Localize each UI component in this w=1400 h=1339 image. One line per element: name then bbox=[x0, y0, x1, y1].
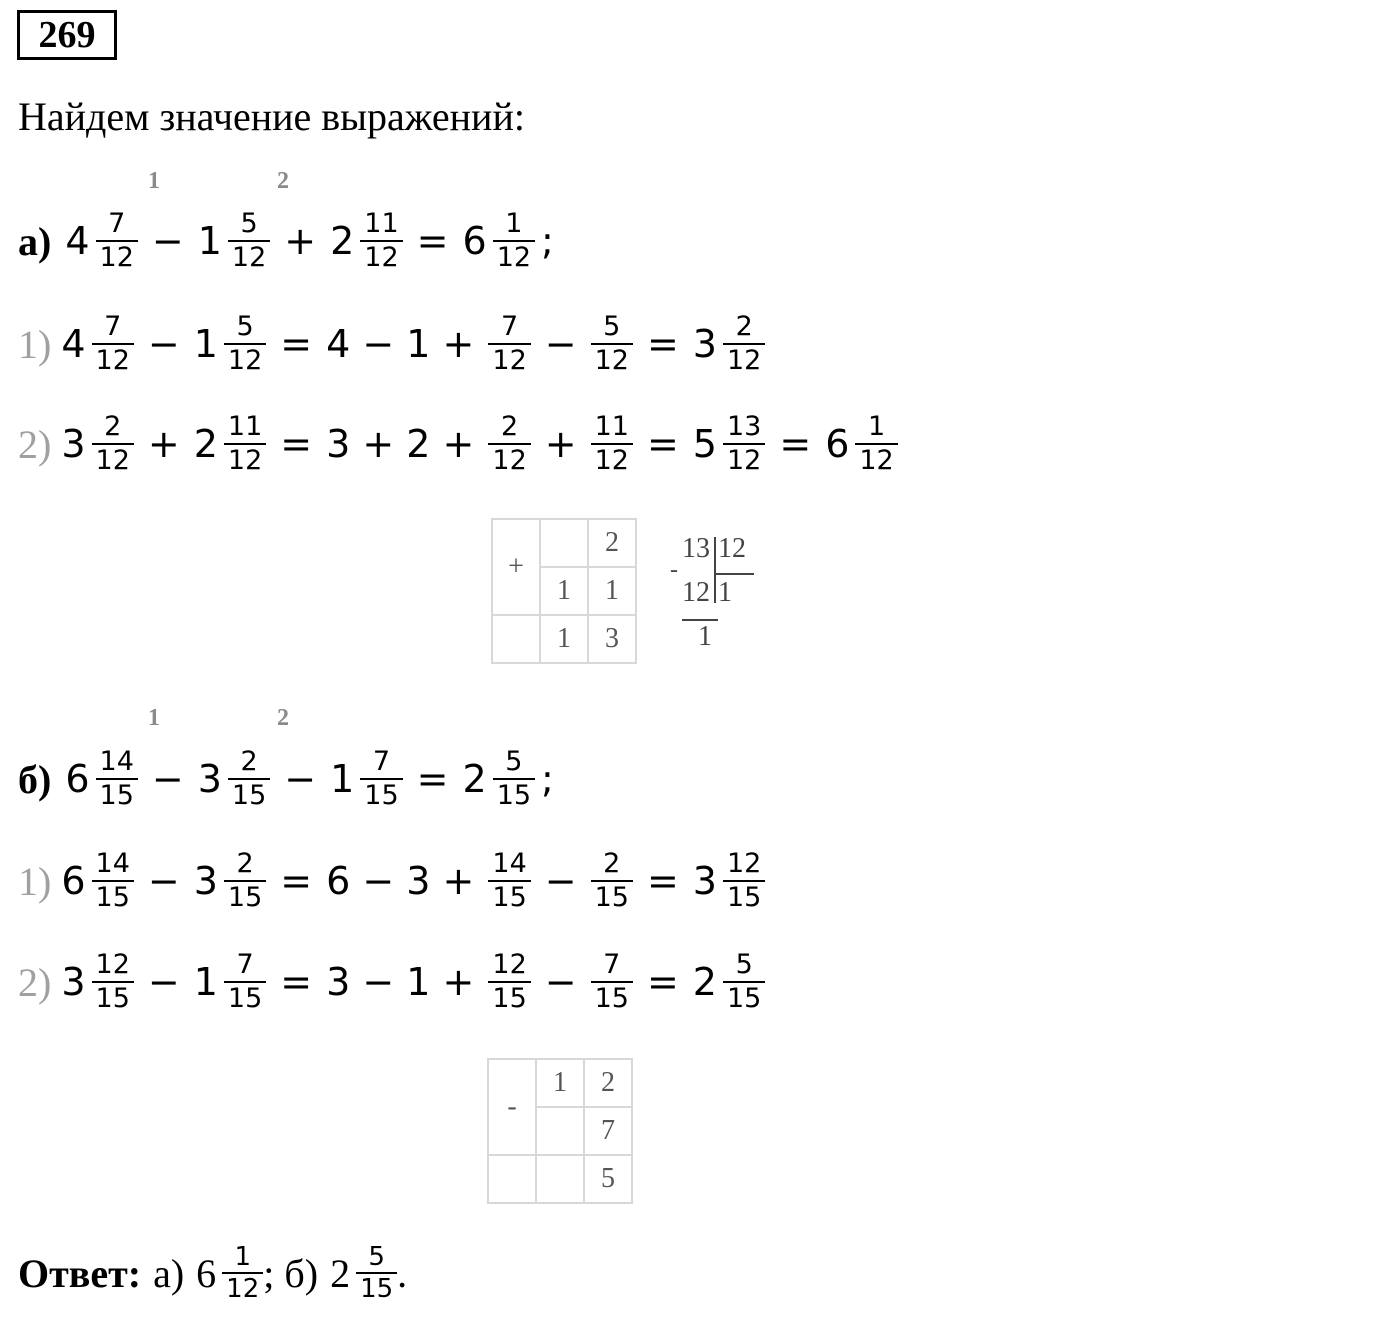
task-number: 269 bbox=[17, 10, 117, 60]
answer-label: Ответ: bbox=[18, 1250, 142, 1296]
expression-a: а) 4 $\frac{7}{12}$ − 1 $\frac{5}{12}$ + 2 $\frac{11}{12}$ = 6 $\frac{1}{12}$ ; bbox=[18, 208, 554, 273]
order-marker-1: 1 bbox=[148, 705, 160, 731]
step-a-2: 2) 3 $\frac{2}{12}$ + 2 $\frac{11}{12}$ = 3 + 2 + $\frac{2}{12}$ + $\frac{11}{12}$ = 5 $\frac{13}{12}$ = 6 $\frac{1}{12}$ bbox=[18, 396, 898, 492]
part-label: б) bbox=[18, 756, 52, 802]
step-b-2: 2) 3 $\frac{12}{15}$ − 1 $\frac{7}{15}$ = 3 − 1 + $\frac{12}{15}$ − $\frac{7}{15}$ = 2 $\frac{5}{15}$ bbox=[18, 934, 765, 1030]
long-division: 13 12 - 12 1 1 bbox=[670, 533, 760, 653]
answer-line: Ответ: а) 6 $\frac{1}{12}$ ; б) 2 $\frac{5}{15}$ . bbox=[18, 1242, 408, 1304]
step-b-1: 1) 6 $\frac{14}{15}$ − 3 $\frac{2}{15}$ = 6 − 3 + $\frac{14}{15}$ − $\frac{2}{15}$ = 3 $\frac{12}{15}$ bbox=[18, 833, 765, 929]
column-addition: + 2 1 1 1 3 bbox=[491, 518, 637, 664]
mixed-number: 4 $\frac{7}{12}$ bbox=[65, 208, 138, 274]
intro-text: Найдем значение выражений: bbox=[18, 94, 525, 139]
part-label: а) bbox=[18, 218, 52, 264]
order-marker-2: 2 bbox=[277, 168, 289, 194]
step-a-1: 1) 4 $\frac{7}{12}$ − 1 $\frac{5}{12}$ = 4 − 1 + $\frac{7}{12}$ − $\frac{5}{12}$ = 3 $\frac{2}{12}$ bbox=[18, 296, 765, 392]
column-subtraction: - 1 2 7 5 bbox=[487, 1058, 633, 1204]
order-marker-2: 2 bbox=[277, 705, 289, 731]
order-marker-1: 1 bbox=[148, 168, 160, 194]
expression-b: б) 6 $\frac{14}{15}$ − 3 $\frac{2}{15}$ − 1 $\frac{7}{15}$ = 2 $\frac{5}{15}$ ; bbox=[18, 746, 554, 811]
